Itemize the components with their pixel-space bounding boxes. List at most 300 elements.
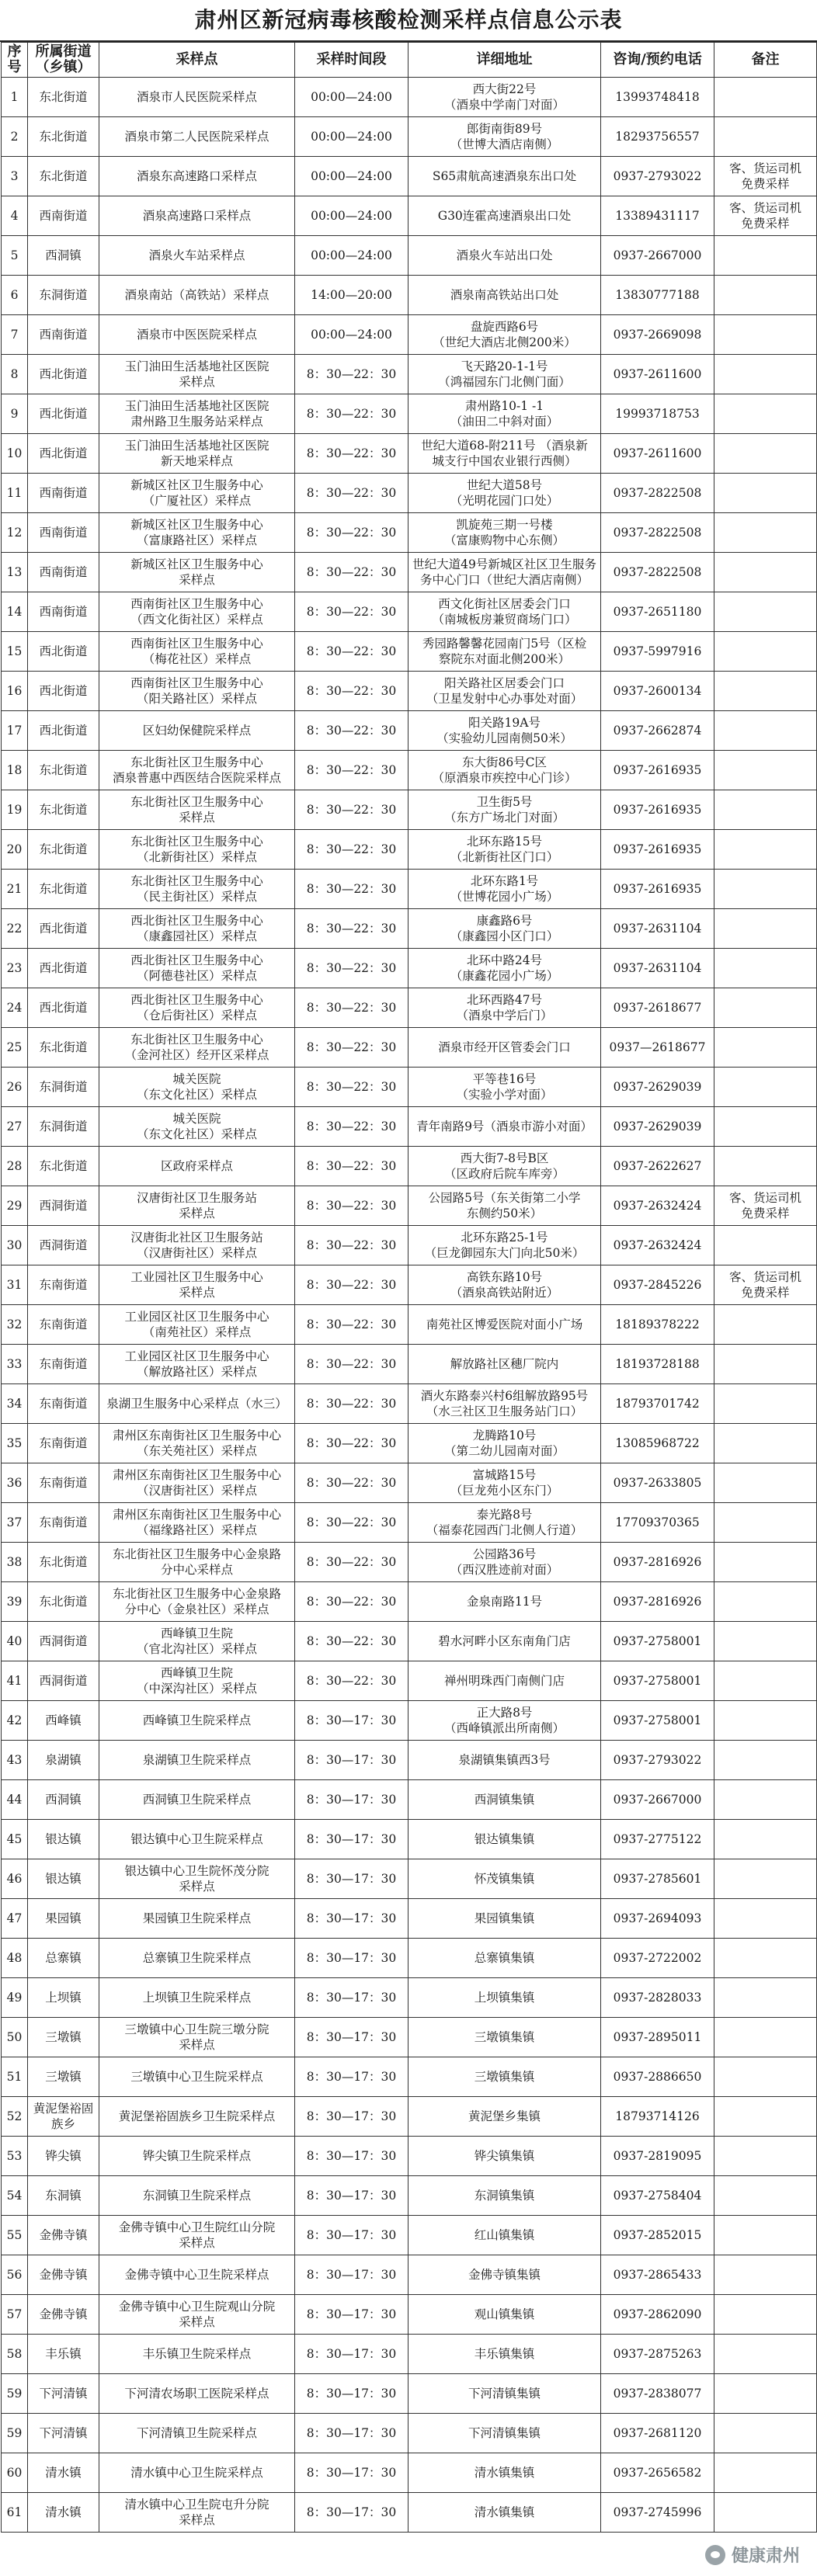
table-row [2,2057,817,2097]
cell-time: 8：30—22：30 [295,1028,408,1068]
cell-time: 8：30—22：30 [295,1622,408,1661]
table-row [2,2414,817,2453]
cell-note: 客、货运司机 免费采样 [714,1265,817,1305]
cell-no: 55 [2,2216,28,2255]
cell-site: 肃州区东南街社区卫生服务中心 （福缘路社区）采样点 [99,1503,295,1543]
cell-phone: 13085968722 [601,1424,714,1463]
watermark-text: 健康肃州 [731,2546,800,2566]
cell-address: 三墩镇集镇 [408,2057,601,2097]
cell-street: 清水镇 [28,2493,99,2533]
header-time: 采样时间段 [295,43,408,78]
cell-note [714,632,817,672]
cell-street: 金佛寺镇 [28,2216,99,2255]
cell-site: 西北街社区卫生服务中心 （仓后街社区）采样点 [99,988,295,1028]
table-row [2,2493,817,2533]
cell-note [714,276,817,315]
cell-time: 00:00—24:00 [295,196,408,236]
cell-time: 8：30—17：30 [295,2057,408,2097]
cell-note [714,2216,817,2255]
cell-street: 东北街道 [28,117,99,157]
table-row [2,2374,817,2414]
cell-street: 西北街道 [28,988,99,1028]
cell-street: 东洞街道 [28,1068,99,1107]
cell-phone: 0937-2875263 [601,2335,714,2374]
cell-site: 泉湖卫生服务中心采样点（水三） [99,1384,295,1424]
cell-time: 8：30—22：30 [295,553,408,592]
cell-street: 西北街道 [28,434,99,474]
cell-address: 平等巷16号 （实验小学对面） [408,1068,601,1107]
table-row [2,236,817,276]
watermark [699,2541,806,2568]
cell-street: 银达镇 [28,1820,99,1859]
cell-street: 西北街道 [28,632,99,672]
cell-no: 35 [2,1424,28,1463]
cell-address: 东大街86号C区 （原酒泉市疾控中心门诊） [408,751,601,790]
table-row [2,2216,817,2255]
cell-phone: 0937-5997916 [601,632,714,672]
cell-time: 8：30—17：30 [295,2414,408,2453]
cell-note [714,790,817,830]
cell-phone: 0937-2758001 [601,1661,714,1701]
cell-note [714,909,817,949]
cell-no: 41 [2,1661,28,1701]
cell-site: 西北街社区卫生服务中心 （阿德巷社区）采样点 [99,949,295,988]
cell-note [714,553,817,592]
cell-phone: 0937-2616935 [601,751,714,790]
header-phone: 咨询/预约电话 [601,43,714,78]
table-row [2,394,817,434]
cell-phone: 18193728188 [601,1345,714,1384]
cell-address: 南苑社区博爱医院对面小广场 [408,1305,601,1345]
cell-no: 53 [2,2137,28,2176]
cell-time: 8：30—22：30 [295,711,408,751]
cell-time: 00:00—24:00 [295,157,408,196]
cell-no: 9 [2,394,28,434]
cell-time: 8：30—17：30 [295,2453,408,2493]
table-row [2,1741,817,1780]
cell-address: 飞天路20-1-1号 （鸿福园东门北侧门面） [408,355,601,394]
cell-street: 东南街道 [28,1265,99,1305]
cell-note [714,988,817,1028]
header-site: 采样点 [99,43,295,78]
cell-time: 8：30—22：30 [295,751,408,790]
cell-site: 工业园区社区卫生服务中心 （解放路社区）采样点 [99,1345,295,1384]
cell-note [714,711,817,751]
table-row [2,1424,817,1463]
cell-site: 西南街社区卫生服务中心 （梅花社区）采样点 [99,632,295,672]
cell-address: 富城路15号 （巨龙苑小区东门） [408,1463,601,1503]
cell-street: 总寨镇 [28,1939,99,1978]
cell-time: 8：30—22：30 [295,909,408,949]
cell-address: 清水镇集镇 [408,2493,601,2533]
cell-address: 果园镇集镇 [408,1899,601,1939]
table-row [2,2295,817,2335]
cell-street: 东南街道 [28,1424,99,1463]
cell-street: 西北街道 [28,711,99,751]
cell-phone: 0937-2651180 [601,592,714,632]
cell-phone: 0937-2822508 [601,474,714,513]
cell-note [714,2137,817,2176]
cell-no: 37 [2,1503,28,1543]
cell-no: 22 [2,909,28,949]
cell-phone: 0937-2722002 [601,1939,714,1978]
cell-street: 西南街道 [28,592,99,632]
cell-time: 8：30—17：30 [295,1859,408,1899]
cell-address: 银达镇集镇 [408,1820,601,1859]
cell-no: 43 [2,1741,28,1780]
cell-phone: 0937-2600134 [601,672,714,711]
cell-street: 三墩镇 [28,2018,99,2057]
cell-address: 高铁东路10号 （酒泉高铁站附近） [408,1265,601,1305]
cell-note [714,1068,817,1107]
table-row [2,592,817,632]
cell-street: 东北街道 [28,1028,99,1068]
table-row [2,1899,817,1939]
cell-note [714,1899,817,1939]
cell-street: 丰乐镇 [28,2335,99,2374]
cell-site: 东北街社区卫生服务中心金泉路 分中心采样点 [99,1543,295,1582]
cell-no: 50 [2,2018,28,2057]
table-row [2,1820,817,1859]
cell-phone: 0937-2822508 [601,513,714,553]
cell-site: 清水镇中心卫生院采样点 [99,2453,295,2493]
cell-time: 8：30—22：30 [295,949,408,988]
cell-phone: 0937-2616935 [601,870,714,909]
cell-note [714,870,817,909]
cell-street: 西北街道 [28,949,99,988]
cell-site: 东北街社区卫生服务中心 酒泉普惠中西医结合医院采样点 [99,751,295,790]
cell-no: 7 [2,315,28,355]
cell-note [714,513,817,553]
cell-phone: 19993718753 [601,394,714,434]
cell-address: 阳关路社区居委会门口 （卫星发射中心办事处对面） [408,672,601,711]
cell-street: 西南街道 [28,474,99,513]
cell-site: 玉门油田生活基地社区医院 肃州路卫生服务站采样点 [99,394,295,434]
cell-note [714,1107,817,1147]
cell-address: 黄泥堡乡集镇 [408,2097,601,2137]
header-address: 详细地址 [408,43,601,78]
cell-site: 金佛寺镇中心卫生院观山分院 采样点 [99,2295,295,2335]
cell-note [714,2414,817,2453]
cell-note: 客、货运司机 免费采样 [714,196,817,236]
cell-time: 8：30—22：30 [295,434,408,474]
cell-street: 东北街道 [28,751,99,790]
cell-no: 2 [2,117,28,157]
cell-street: 东北街道 [28,830,99,870]
cell-note [714,355,817,394]
cell-site: 丰乐镇卫生院采样点 [99,2335,295,2374]
cell-no: 15 [2,632,28,672]
cell-phone: 0937-2632424 [601,1186,714,1226]
cell-phone: 0937-2618677 [601,988,714,1028]
cell-street: 西洞街道 [28,1226,99,1265]
cell-note [714,2493,817,2533]
cell-no: 25 [2,1028,28,1068]
cell-site: 酒泉高速路口采样点 [99,196,295,236]
cell-phone: 13993748418 [601,78,714,117]
cell-time: 8：30—17：30 [295,1899,408,1939]
cell-street: 西洞街道 [28,1186,99,1226]
table-row [2,790,817,830]
sampling-sites-table [1,42,817,2533]
table-row [2,1661,817,1701]
cell-note [714,2335,817,2374]
table-row [2,553,817,592]
cell-address: 世纪大道68-附211号 （酒泉新 城支行中国农业银行西侧） [408,434,601,474]
table-row [2,672,817,711]
cell-address: G30连霍高速酒泉出口处 [408,196,601,236]
cell-phone: 0937-2611600 [601,355,714,394]
cell-time: 8：30—22：30 [295,1384,408,1424]
cell-street: 西北街道 [28,672,99,711]
cell-site: 三墩镇中心卫生院三墩分院 采样点 [99,2018,295,2057]
cell-note [714,2453,817,2493]
cell-street: 东南街道 [28,1463,99,1503]
table-row [2,1305,817,1345]
cell-address: 北环东路15号 （北新街社区门口） [408,830,601,870]
table-row [2,909,817,949]
cell-time: 8：30—17：30 [295,1978,408,2018]
cell-time: 8：30—22：30 [295,513,408,553]
cell-note [714,1859,817,1899]
cell-phone: 17709370365 [601,1503,714,1543]
cell-address: 世纪大道58号 （光明花园门口处） [408,474,601,513]
cell-street: 东北街道 [28,1543,99,1582]
cell-no: 6 [2,276,28,315]
table-row [2,1107,817,1147]
cell-time: 00:00—24:00 [295,236,408,276]
cell-phone: 0937-2656582 [601,2453,714,2493]
cell-street: 泉湖镇 [28,1741,99,1780]
cell-phone: 0937-2845226 [601,1265,714,1305]
cell-street: 西北街道 [28,355,99,394]
header-street: 所属街道 （乡镇） [28,43,99,78]
cell-phone: 0937-2629039 [601,1068,714,1107]
table-row [2,1463,817,1503]
table-row [2,276,817,315]
cell-no: 46 [2,1859,28,1899]
cell-street: 西洞镇 [28,1780,99,1820]
cell-note [714,2255,817,2295]
cell-note [714,751,817,790]
table-row [2,2335,817,2374]
cell-street: 上坝镇 [28,1978,99,2018]
cell-street: 东洞镇 [28,2176,99,2216]
cell-address: 郎街南街89号 （世博大酒店南侧） [408,117,601,157]
cell-address: 观山镇集镇 [408,2295,601,2335]
cell-note: 客、货运司机 免费采样 [714,157,817,196]
cell-site: 西峰镇卫生院采样点 [99,1701,295,1741]
table-header-row [2,43,817,78]
cell-address: 酒泉南高铁站出口处 [408,276,601,315]
cell-phone: 0937-2758001 [601,1701,714,1741]
cell-time: 8：30—22：30 [295,394,408,434]
cell-no: 59 [2,2374,28,2414]
table-row [2,2255,817,2295]
table-row [2,1939,817,1978]
table-body [2,78,817,2533]
cell-address: 解放路社区穗厂院内 [408,1345,601,1384]
cell-street: 东洞街道 [28,276,99,315]
cell-address: 铧尖镇集镇 [408,2137,601,2176]
cell-address: 阳关路19A号 （实验幼儿园南侧50米） [408,711,601,751]
table-row [2,1582,817,1622]
table-row [2,2097,817,2137]
cell-site: 下河清农场职工医院采样点 [99,2374,295,2414]
table-row [2,117,817,157]
table-row [2,1543,817,1582]
table-row [2,434,817,474]
cell-no: 32 [2,1305,28,1345]
cell-street: 东北街道 [28,78,99,117]
cell-site: 三墩镇中心卫生院采样点 [99,2057,295,2097]
cell-site: 银达镇中心卫生院采样点 [99,1820,295,1859]
cell-no: 5 [2,236,28,276]
cell-note [714,1741,817,1780]
cell-street: 东洞街道 [28,1107,99,1147]
cell-time: 8：30—22：30 [295,1305,408,1345]
cell-time: 00:00—24:00 [295,117,408,157]
cell-note [714,1939,817,1978]
cell-time: 8：30—22：30 [295,830,408,870]
cell-phone: 0937-2694093 [601,1899,714,1939]
cell-phone: 0937-2895011 [601,2018,714,2057]
cell-site: 汉唐街社区卫生服务站 采样点 [99,1186,295,1226]
cell-time: 8：30—22：30 [295,1424,408,1463]
cell-phone: 0937-2611600 [601,434,714,474]
cell-no: 28 [2,1147,28,1186]
cell-no: 39 [2,1582,28,1622]
table-row [2,1780,817,1820]
cell-address: 北环中路24号 （康鑫花园小广场） [408,949,601,988]
cell-no: 40 [2,1622,28,1661]
cell-note [714,1780,817,1820]
table-row [2,196,817,236]
cell-site: 泉湖镇卫生院采样点 [99,1741,295,1780]
cell-phone: 0937-2745996 [601,2493,714,2533]
cell-address: S65肃航高速酒泉东出口处 [408,157,601,196]
cell-site: 西峰镇卫生院 （中深沟社区）采样点 [99,1661,295,1701]
cell-address: 龙腾路10号 （第二幼儿园南对面） [408,1424,601,1463]
cell-street: 东北街道 [28,1147,99,1186]
cell-address: 酒泉火车站出口处 [408,236,601,276]
cell-no: 54 [2,2176,28,2216]
table-row [2,2176,817,2216]
cell-site: 肃州区东南街社区卫生服务中心 （东关苑社区）采样点 [99,1424,295,1463]
cell-site: 东洞镇卫生院采样点 [99,2176,295,2216]
cell-phone: 0937-2865433 [601,2255,714,2295]
cell-site: 区政府采样点 [99,1147,295,1186]
cell-time: 8：30—22：30 [295,592,408,632]
cell-site: 总寨镇卫生院采样点 [99,1939,295,1978]
cell-phone: 0937—2618677 [601,1028,714,1068]
cell-phone: 0937-2667000 [601,1780,714,1820]
cell-time: 8：30—17：30 [295,1701,408,1741]
cell-time: 8：30—17：30 [295,2374,408,2414]
cell-site: 西峰镇卫生院 （官北沟社区）采样点 [99,1622,295,1661]
cell-site: 上坝镇卫生院采样点 [99,1978,295,2018]
cell-time: 8：30—22：30 [295,355,408,394]
header-note: 备注 [714,43,817,78]
cell-phone: 0937-2622627 [601,1147,714,1186]
cell-no: 24 [2,988,28,1028]
cell-note [714,1978,817,2018]
cell-street: 西北街道 [28,394,99,434]
cell-phone: 0937-2793022 [601,1741,714,1780]
cell-address: 下河清镇集镇 [408,2414,601,2453]
cell-street: 黄泥堡裕固 族乡 [28,2097,99,2137]
cell-site: 清水镇中心卫生院屯升分院 采样点 [99,2493,295,2533]
table-row [2,870,817,909]
cell-time: 8：30—17：30 [295,2295,408,2335]
cell-street: 铧尖镇 [28,2137,99,2176]
cell-note: 客、货运司机 免费采样 [714,1186,817,1226]
cell-time: 8：30—17：30 [295,2176,408,2216]
table-row [2,1622,817,1661]
cell-time: 8：30—22：30 [295,1147,408,1186]
cell-no: 36 [2,1463,28,1503]
cell-site: 下河清镇卫生院采样点 [99,2414,295,2453]
cell-phone: 18293756557 [601,117,714,157]
cell-address: 酒火东路泰兴村6组解放路95号 （水三社区卫生服务站门口） [408,1384,601,1424]
cell-site: 肃州区东南街社区卫生服务中心 （汉唐街社区）采样点 [99,1463,295,1503]
cell-time: 8：30—22：30 [295,1463,408,1503]
cell-address: 怀茂镇集镇 [408,1859,601,1899]
table-row [2,2018,817,2057]
cell-site: 玉门油田生活基地社区医院 新天地采样点 [99,434,295,474]
cell-phone: 0937-2828033 [601,1978,714,2018]
cell-phone: 13830777188 [601,276,714,315]
cell-phone: 0937-2667000 [601,236,714,276]
cell-street: 西洞镇 [28,236,99,276]
cell-time: 8：30—17：30 [295,2493,408,2533]
cell-time: 8：30—22：30 [295,1503,408,1543]
cell-time: 8：30—22：30 [295,1068,408,1107]
cell-site: 酒泉市第二人民医院采样点 [99,117,295,157]
cell-address: 禅州明珠西门南侧门店 [408,1661,601,1701]
cell-note [714,117,817,157]
cell-address: 北环东路25-1号 （巨龙御园东大门向北50米） [408,1226,601,1265]
cell-no: 49 [2,1978,28,2018]
cell-site: 酒泉东高速路口采样点 [99,157,295,196]
cell-address: 西洞镇集镇 [408,1780,601,1820]
cell-street: 西洞街道 [28,1661,99,1701]
cell-note [714,1582,817,1622]
page-title: 肃州区新冠病毒核酸检测采样点信息公示表 [0,0,817,42]
cell-phone: 0937-2785601 [601,1859,714,1899]
cell-site: 新城区社区卫生服务中心 （广厦社区）采样点 [99,474,295,513]
cell-time: 8：30—17：30 [295,1820,408,1859]
cell-note [714,1463,817,1503]
cell-site: 黄泥堡裕固族乡卫生院采样点 [99,2097,295,2137]
cell-time: 8：30—22：30 [295,632,408,672]
cell-phone: 0937-2758001 [601,1622,714,1661]
cell-street: 西南街道 [28,196,99,236]
cell-no: 51 [2,2057,28,2097]
cell-street: 西南街道 [28,513,99,553]
cell-address: 秀园路馨馨花园南门5号（区检 察院东对面北侧200米） [408,632,601,672]
cell-address: 康鑫路6号 （康鑫园小区门口） [408,909,601,949]
cell-address: 世纪大道49号新城区社区卫生服务 务中心门口（世纪大酒店南侧） [408,553,601,592]
cell-site: 工业园社区卫生服务中心 采样点 [99,1265,295,1305]
cell-street: 三墩镇 [28,2057,99,2097]
cell-no: 23 [2,949,28,988]
cell-time: 8：30—22：30 [295,1265,408,1305]
cell-time: 8：30—22：30 [295,1107,408,1147]
cell-time: 8：30—17：30 [295,2255,408,2295]
cell-time: 8：30—17：30 [295,1939,408,1978]
cell-phone: 0937-2616935 [601,830,714,870]
